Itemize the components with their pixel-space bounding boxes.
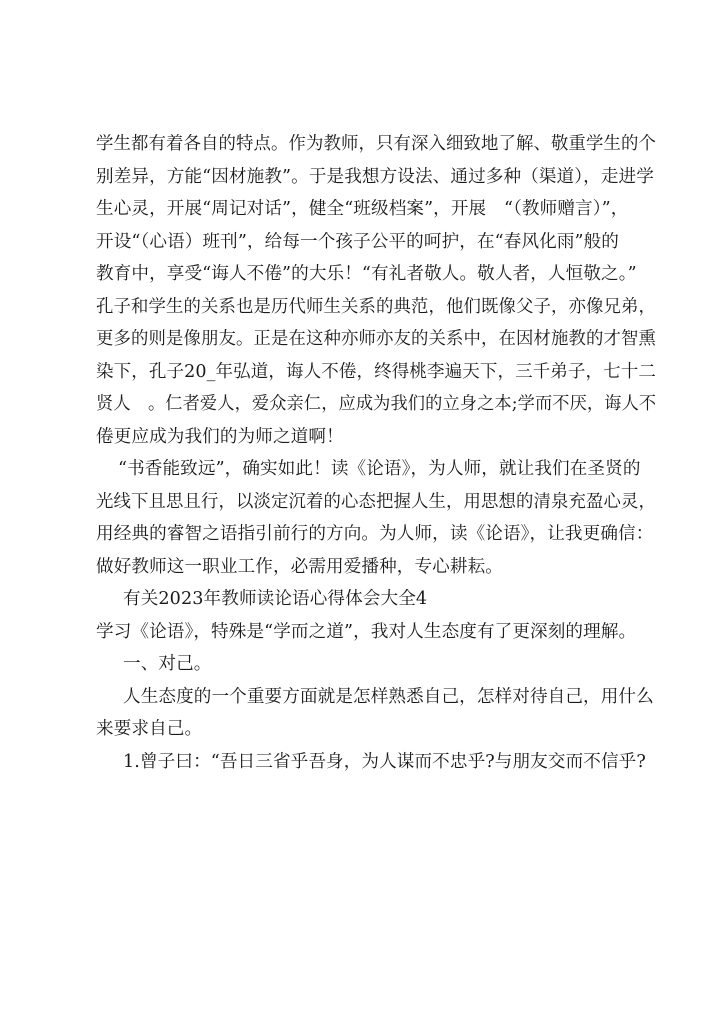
intro-line: 学习《论语》，特殊是“学而之道”，我对人生态度有了更深刻的理解。 bbox=[96, 621, 637, 642]
text-line: 学生都有着各自的特点。作为教师，只有深入细致地了解、敬重学生的个 bbox=[96, 134, 656, 154]
text-line: 教育中，享受“诲人不倦”的大乐！“有礼者敬人。敬人者，人恒敬之。” bbox=[96, 264, 637, 284]
section-title: 一、对己。 bbox=[123, 654, 212, 674]
list-item: 1.曾子曰：“吾日三省乎吾身，为人谋而不忠乎?与朋友交而不信乎? bbox=[123, 751, 646, 772]
text-line: 做好教师这一职业工作，必需用爱播种，专心耕耘。 bbox=[96, 556, 503, 577]
text-line: “书香能致远”，确实如此！读《论语》，为人师，就让我们在圣贤的 bbox=[118, 459, 641, 479]
text-line: 别差异，方能“因材施教”。于是我想方设法、通过多种（渠道），走进学 bbox=[96, 166, 654, 187]
text-line: 倦更应成为我们的为师之道啊！ bbox=[96, 426, 344, 447]
paragraph-3 bbox=[96, 681, 654, 746]
text-line: 来要求自己。 bbox=[96, 719, 203, 739]
text-line: 染下，孔子20_年弘道，诲人不倦，终得桃李遍天下，三千弟子，七十二 bbox=[96, 361, 657, 382]
section-heading: 有关2023年教师读论语心得体会大全4 bbox=[123, 589, 428, 609]
document-body bbox=[96, 128, 657, 778]
paragraph-2 bbox=[96, 453, 656, 583]
paragraph-1 bbox=[96, 128, 657, 453]
text-line: 人生态度的一个重要方面就是怎样熟悉自己，怎样对待自己，用什么 bbox=[123, 686, 654, 707]
text-line: 孔子和学生的关系也是历代师生关系的典范，他们既像父子，亦像兄弟， bbox=[96, 296, 656, 317]
text-line: 光线下且思且行，以淡定沉着的心态把握人生，用思想的清泉充盈心灵， bbox=[96, 491, 656, 512]
text-line: 更多的则是像朋友。正是在这种亦师亦友的关系中，在因材施教的才智熏 bbox=[96, 329, 656, 349]
text-line: 开设“（心语）班刊”，给每一个孩子公平的呵护，在“春风化雨”般的 bbox=[96, 231, 620, 252]
text-line: 用经典的睿智之语指引前行的方向。为人师，读《论语》，让我更确信： bbox=[96, 524, 654, 544]
text-line: 生心灵，开展“周记对话”，健全“班级档案”，开展 “（教师赠言）”， bbox=[96, 199, 629, 219]
text-line: 贤人 。仁者爱人，爱众亲仁，应成为我们的立身之本;学而不厌，诲人不 bbox=[96, 394, 657, 414]
